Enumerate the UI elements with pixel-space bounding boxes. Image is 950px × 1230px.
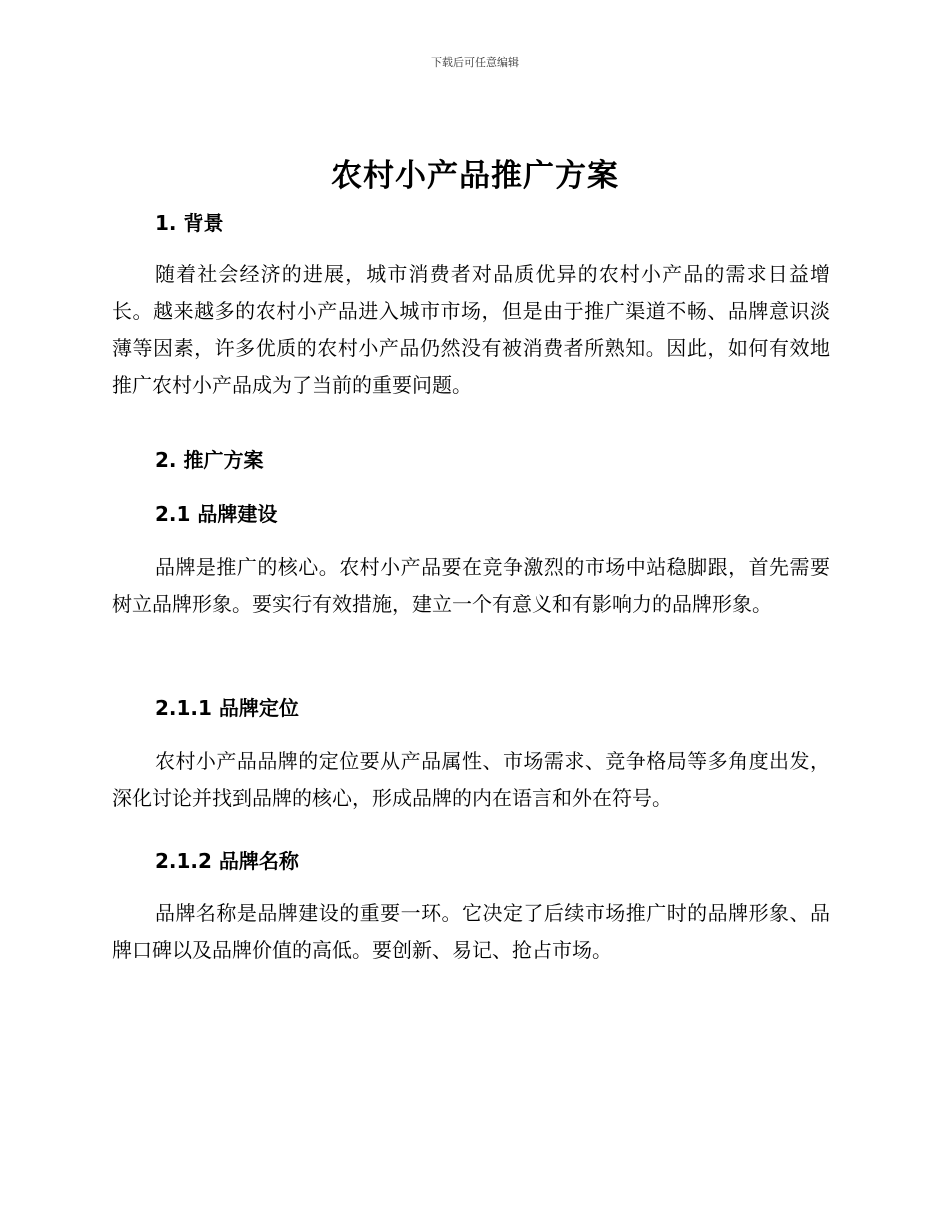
section-heading-brand-name: 2.1.2 品牌名称 — [155, 849, 299, 873]
page-header-note: 下载后可任意编辑 — [431, 56, 519, 69]
section-heading-brand-building: 2.1 品牌建设 — [155, 502, 278, 526]
section-heading-promotion-plan: 2. 推广方案 — [155, 448, 264, 472]
section-paragraph-brand-positioning: 农村小产品品牌的定位要从产品属性、市场需求、竞争格局等多角度出发，深化讨论并找到品牌的核心，形成品牌的内在语言和外在符号。 — [112, 749, 830, 810]
section-heading-brand-positioning: 2.1.1 品牌定位 — [155, 696, 299, 720]
section-paragraph-brand-name: 品牌名称是品牌建设的重要一环。它决定了后续市场推广时的品牌形象、品牌口碑以及品牌价值的高低。要创新、易记、抢占市场。 — [112, 901, 830, 962]
section-heading-background: 1. 背景 — [155, 211, 224, 235]
section-paragraph-brand-building: 品牌是推广的核心。农村小产品要在竞争激烈的市场中站稳脚跟，首先需要树立品牌形象。要实行有效措施，建立一个有意义和有影响力的品牌形象。 — [112, 555, 830, 616]
section-paragraph-background: 随着社会经济的进展，城市消费者对品质优异的农村小产品的需求日益增长。越来越多的农村小产品进入城市市场，但是由于推广渠道不畅、品牌意识淡薄等因素，许多优质的农村小产品仍然没有被消费者所熟知。因此，如何有效地推广农村小产品成为了当前的重要问题。 — [112, 262, 830, 397]
document-title: 农村小产品推广方案 — [331, 158, 619, 194]
